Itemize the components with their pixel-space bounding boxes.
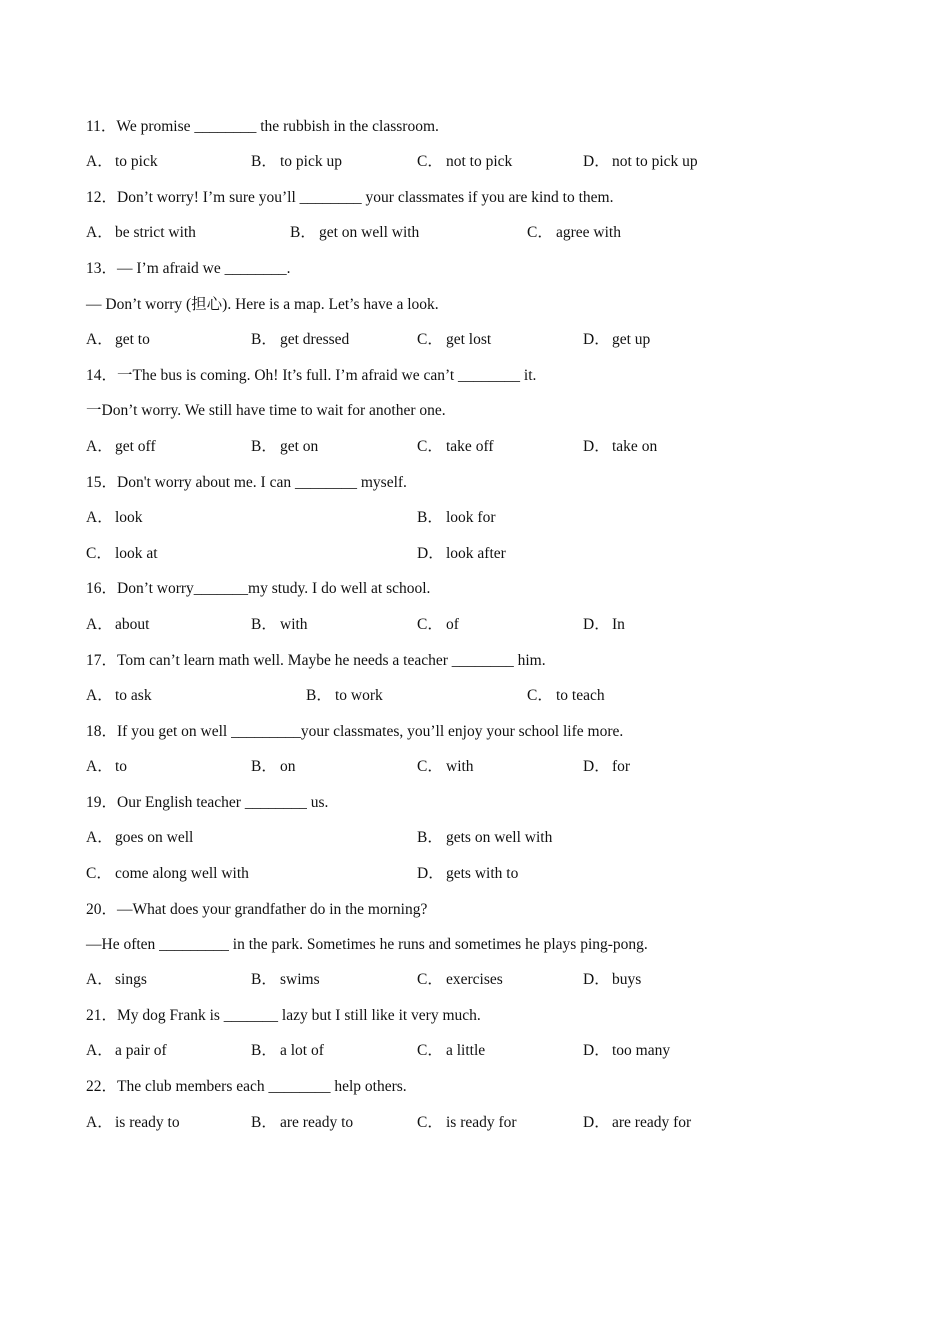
question-13-stem: 13．— I’m afraid we ________. bbox=[86, 260, 291, 277]
q13-option-d: D． get up bbox=[583, 331, 651, 348]
q15-option-c: C． look at bbox=[86, 545, 158, 562]
question-19-stem: 19．Our English teacher ________ us. bbox=[86, 794, 329, 811]
q19-option-b: B． gets on well with bbox=[417, 829, 553, 846]
question-11-stem: 11．We promise ________ the rubbish in the classroom. bbox=[86, 118, 439, 135]
q22-option-d: D． are ready for bbox=[583, 1114, 692, 1131]
question-16-stem: 16．Don’t worry_______my study. I do well at school. bbox=[86, 580, 431, 597]
q15-option-d: D． look after bbox=[417, 545, 506, 562]
q20-option-d: D． buys bbox=[583, 971, 642, 988]
q12-option-c: C． agree with bbox=[527, 224, 621, 241]
q21-option-d: D． too many bbox=[583, 1042, 671, 1059]
question-20-dialogue: —He often _________ in the park. Sometimes he runs and sometimes he plays ping-pong. bbox=[86, 936, 648, 953]
question-15-stem: 15．Don't worry about me. I can ________ myself. bbox=[86, 474, 407, 491]
q19-option-a: A． goes on well bbox=[86, 829, 194, 846]
question-20-stem: 20．—What does your grandfather do in the morning? bbox=[86, 901, 428, 918]
q22-option-b: B． are ready to bbox=[251, 1114, 354, 1131]
question-18-stem: 18．If you get on well _________your classmates, you’ll enjoy your school life more. bbox=[86, 723, 624, 740]
q17-option-b: B． to work bbox=[306, 687, 383, 704]
q20-option-a: A． sings bbox=[86, 971, 147, 988]
q21-option-b: B． a lot of bbox=[251, 1042, 324, 1059]
q11-option-d: D． not to pick up bbox=[583, 153, 698, 170]
q22-option-a: A． is ready to bbox=[86, 1114, 180, 1131]
q20-option-c: C． exercises bbox=[417, 971, 503, 988]
q15-option-b: B． look for bbox=[417, 509, 496, 526]
q11-option-b: B． to pick up bbox=[251, 153, 342, 170]
q13-option-b: B． get dressed bbox=[251, 331, 350, 348]
q13-option-a: A． get to bbox=[86, 331, 150, 348]
q18-option-d: D． for bbox=[583, 758, 631, 775]
q18-option-c: C． with bbox=[417, 758, 474, 775]
q21-option-a: A． a pair of bbox=[86, 1042, 167, 1059]
question-14-stem: 14．一The bus is coming. Oh! It’s full. I’m afraid we can’t ________ it. bbox=[86, 367, 537, 384]
q19-option-d: D． gets with to bbox=[417, 865, 519, 882]
q11-option-c: C． not to pick bbox=[417, 153, 513, 170]
q14-option-d: D． take on bbox=[583, 438, 658, 455]
q16-option-b: B． with bbox=[251, 616, 308, 633]
q14-option-a: A． get off bbox=[86, 438, 156, 455]
q16-option-d: D． In bbox=[583, 616, 625, 633]
q14-option-c: C． take off bbox=[417, 438, 494, 455]
q18-option-a: A． to bbox=[86, 758, 128, 775]
question-14-dialogue: 一Don’t worry. We still have time to wait for another one. bbox=[86, 402, 446, 419]
q12-option-a: A． be strict with bbox=[86, 224, 196, 241]
question-21-stem: 21．My dog Frank is _______ lazy but I still like it very much. bbox=[86, 1007, 481, 1024]
q19-option-c: C． come along well with bbox=[86, 865, 249, 882]
q17-option-c: C． to teach bbox=[527, 687, 605, 704]
q16-option-a: A． about bbox=[86, 616, 150, 633]
q11-option-a: A． to pick bbox=[86, 153, 158, 170]
q18-option-b: B． on bbox=[251, 758, 296, 775]
question-17-stem: 17．Tom can’t learn math well. Maybe he needs a teacher ________ him. bbox=[86, 652, 546, 669]
q16-option-c: C． of bbox=[417, 616, 459, 633]
q22-option-c: C． is ready for bbox=[417, 1114, 517, 1131]
q17-option-a: A． to ask bbox=[86, 687, 152, 704]
question-22-stem: 22．The club members each ________ help others. bbox=[86, 1078, 407, 1095]
question-13-dialogue: — Don’t worry (担心). Here is a map. Let’s have a look. bbox=[86, 296, 439, 313]
question-12-stem: 12．Don’t worry! I’m sure you’ll ________ your classmates if you are kind to them. bbox=[86, 189, 614, 206]
q13-option-c: C． get lost bbox=[417, 331, 492, 348]
q20-option-b: B． swims bbox=[251, 971, 320, 988]
q21-option-c: C． a little bbox=[417, 1042, 486, 1059]
q12-option-b: B． get on well with bbox=[290, 224, 420, 241]
q15-option-a: A． look bbox=[86, 509, 143, 526]
q14-option-b: B． get on bbox=[251, 438, 319, 455]
